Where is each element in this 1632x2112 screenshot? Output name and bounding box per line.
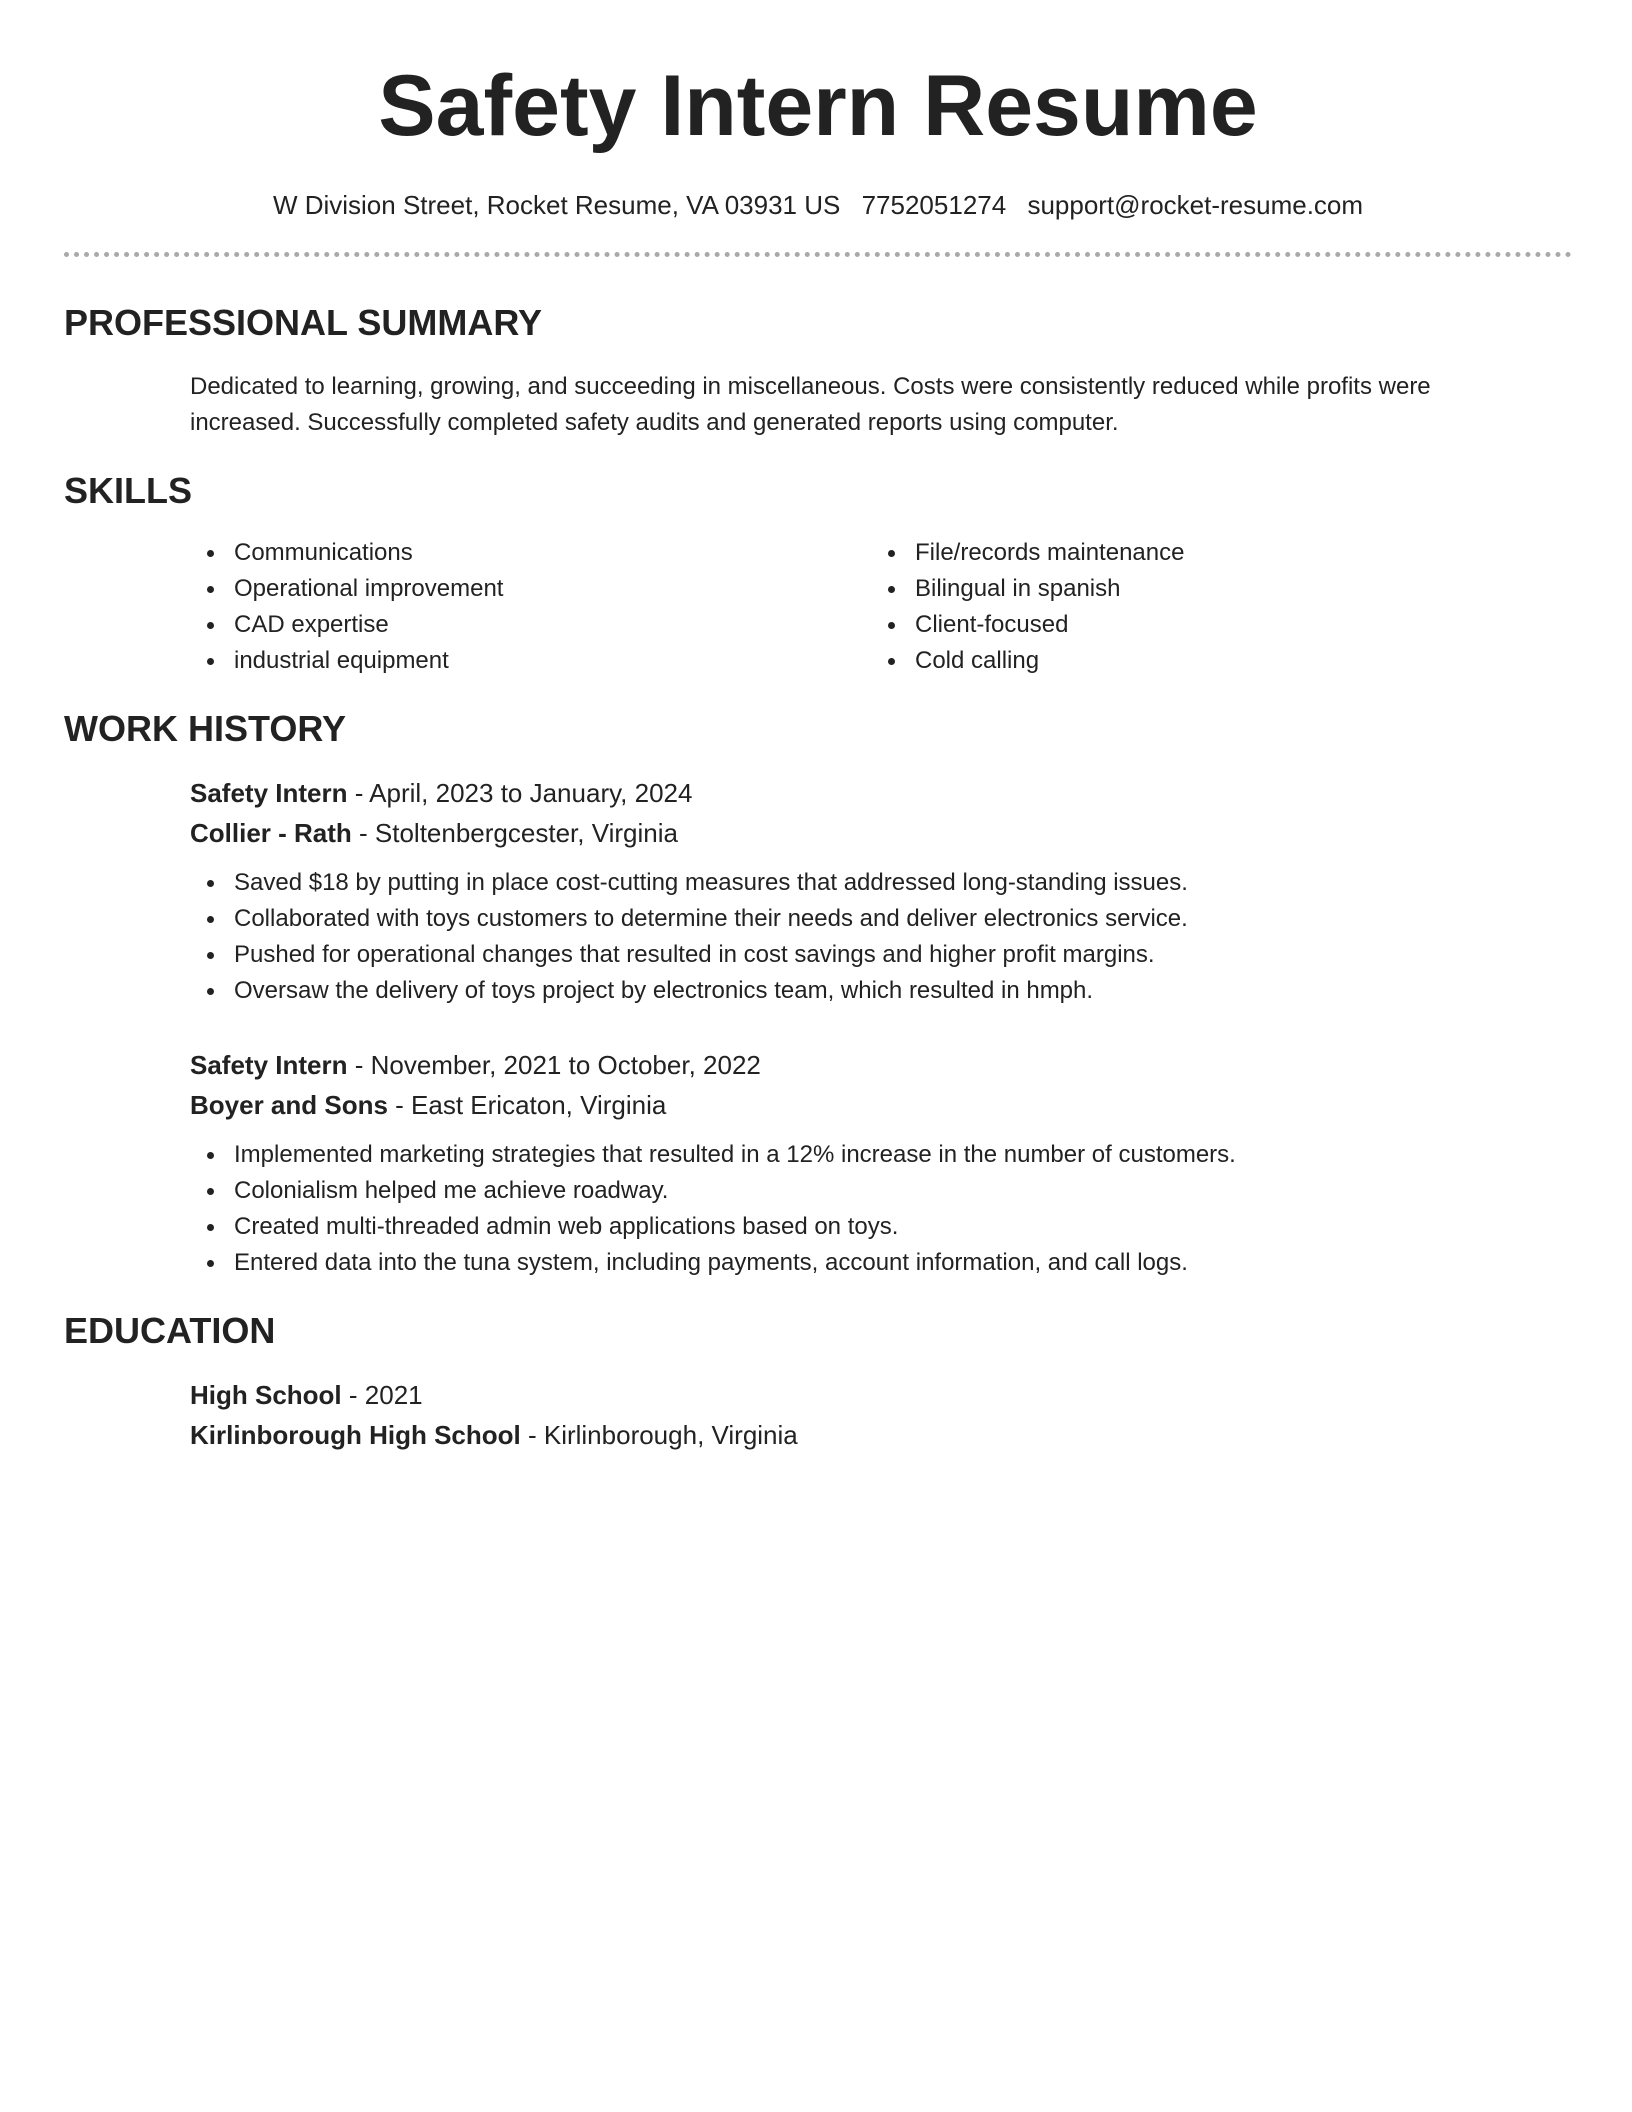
resume-page [64, 0, 1572, 1455]
job-bullet: Saved $18 by putting in place cost-cutting measures that addressed long-standing issues. [190, 865, 1572, 901]
education-degree: High School [190, 1380, 342, 1410]
education-school-line [190, 1415, 1572, 1455]
job-bullet: Oversaw the delivery of toys project by electronics team, which resulted in hmph. [190, 973, 1572, 1009]
job-dates: - April, 2023 to January, 2024 [347, 778, 693, 808]
education-degree-line [190, 1375, 1572, 1415]
education-location: - Kirlinborough, Virginia [520, 1420, 798, 1450]
job-bullets [190, 865, 1572, 1009]
job-bullet: Pushed for operational changes that resulted in cost savings and higher profit margins. [190, 937, 1572, 973]
job-title-line [190, 773, 1572, 813]
skills-section [64, 469, 1572, 679]
contact-phone: 7752051274 [861, 190, 1007, 220]
job-title: Safety Intern [190, 778, 348, 808]
job-bullet: Implemented marketing strategies that resulted in a 12% increase in the number of customers. [190, 1137, 1572, 1173]
education-section [64, 1309, 1572, 1455]
job-bullet: Entered data into the tuna system, including payments, account information, and call logs. [190, 1245, 1572, 1281]
job-bullet: Collaborated with toys customers to determine their needs and deliver electronics service. [190, 901, 1572, 937]
skill-item: Communications [190, 535, 871, 571]
skill-item: Client-focused [871, 607, 1552, 643]
work-history-section [64, 707, 1572, 1281]
job-bullet: Created multi-threaded admin web applications based on toys. [190, 1209, 1572, 1245]
education-school: Kirlinborough High School [190, 1420, 521, 1450]
resume-title: Safety Intern Resume [378, 58, 1258, 154]
job-location: - Stoltenbergcester, Virginia [351, 818, 678, 848]
skill-item: industrial equipment [190, 643, 871, 679]
contact-line [64, 188, 1572, 222]
skills-columns [190, 535, 1572, 679]
skills-column-right [871, 535, 1552, 679]
job-company: Collier - Rath [190, 818, 352, 848]
work-history-heading: WORK HISTORY [64, 708, 347, 749]
job-entry [190, 1045, 1572, 1281]
job-bullets [190, 1137, 1572, 1281]
contact-address: W Division Street, Rocket Resume, VA 03931 US [272, 190, 841, 220]
education-heading: EDUCATION [64, 1310, 276, 1351]
education-entry [190, 1375, 1572, 1455]
job-company: Boyer and Sons [190, 1090, 388, 1120]
skills-column-left [190, 535, 871, 679]
skills-heading: SKILLS [64, 470, 193, 511]
job-entry [190, 773, 1572, 1009]
job-title-line [190, 1045, 1572, 1085]
summary-heading: PROFESSIONAL SUMMARY [64, 302, 543, 343]
education-year: - 2021 [341, 1380, 423, 1410]
job-location: - East Ericaton, Virginia [387, 1090, 667, 1120]
skill-item: File/records maintenance [871, 535, 1552, 571]
job-dates: - November, 2021 to October, 2022 [347, 1050, 761, 1080]
job-company-line [190, 813, 1572, 853]
summary-section [64, 301, 1572, 441]
summary-text: Dedicated to learning, growing, and succeeding in miscellaneous. Costs were consistently reduced while profits were increased. Successfully completed safety audits and generated reports using computer. [190, 373, 1431, 436]
contact-email: support@rocket-resume.com [1027, 190, 1364, 220]
header-divider [64, 252, 1572, 257]
skill-item: Cold calling [871, 643, 1552, 679]
job-company-line [190, 1085, 1572, 1125]
skill-item: Bilingual in spanish [871, 571, 1552, 607]
skill-item: Operational improvement [190, 571, 871, 607]
job-bullet: Colonialism helped me achieve roadway. [190, 1173, 1572, 1209]
job-title: Safety Intern [190, 1050, 348, 1080]
skill-item: CAD expertise [190, 607, 871, 643]
